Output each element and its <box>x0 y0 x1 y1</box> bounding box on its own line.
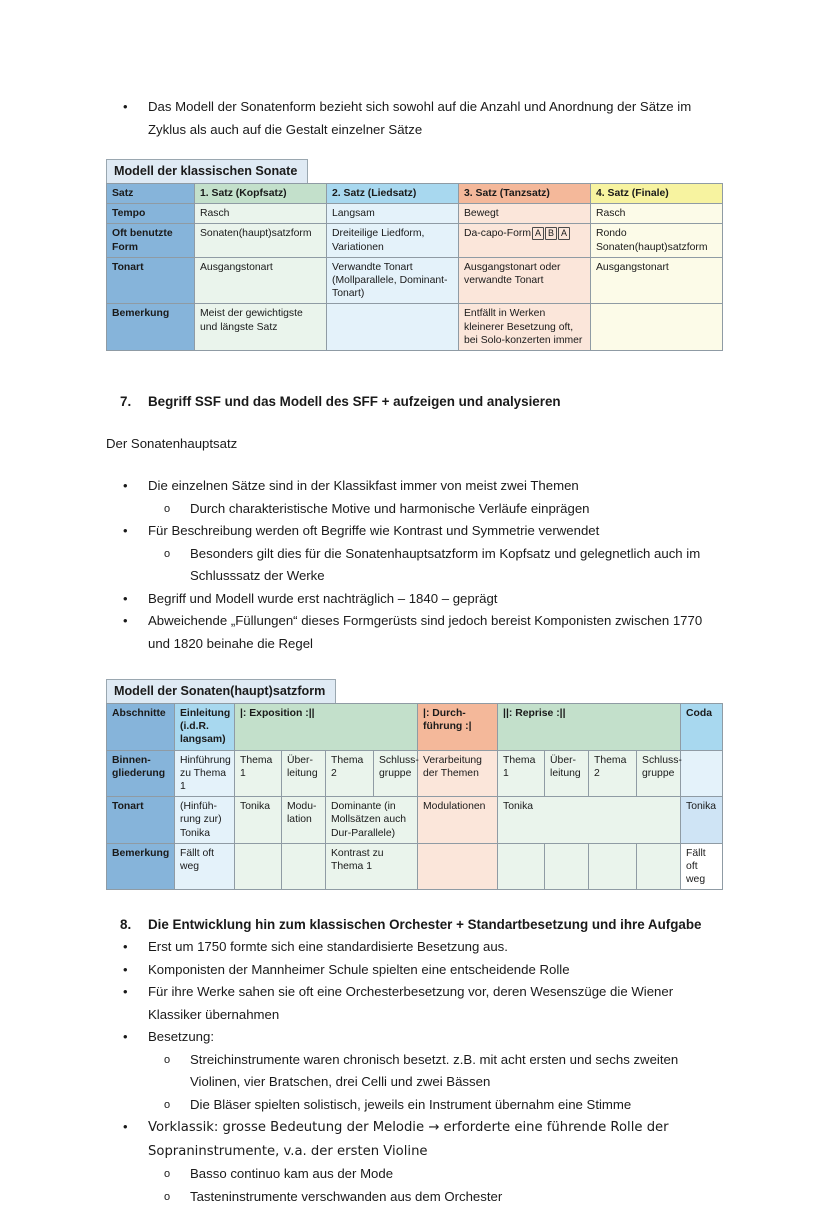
section-8-heading <box>106 914 726 936</box>
circle-bullet-icon: o <box>164 547 171 560</box>
table1-title: Modell der klassischen Sonate <box>106 159 308 183</box>
intro-bullet-text: Das Modell der Sonatenform bezieht sich sowohl auf die Anzahl und Anordnung der Sätze im Zyklus als auch auf die Gestalt einzelner Sätze <box>148 99 692 137</box>
list-item <box>106 1026 726 1049</box>
list-item-label: Die einzelnen Sätze sind in der Klassikfast immer von meist zwei Themen <box>148 478 579 494</box>
cell-tonart-2: Verwandte Tonart (Mollparallele, Dominant-Tonart) <box>327 257 459 304</box>
list-item <box>106 1186 726 1208</box>
box-letter-b: B <box>545 227 557 240</box>
section-7-title: Begriff SSF und das Modell des SFF + aufzeigen und analysieren <box>148 394 561 410</box>
row-header-form: Oft benutzte Form <box>107 224 195 257</box>
cell-form-4: Rondo Sonaten(haupt)satzform <box>591 224 723 257</box>
list-item <box>106 1049 726 1094</box>
list-item-label: Besetzung: <box>148 1029 214 1045</box>
bullet-marker-icon: • <box>123 99 128 114</box>
list-item <box>106 1094 726 1117</box>
list-item <box>106 1163 726 1186</box>
row-header-bemerkung2: Bemerkung <box>107 843 175 890</box>
list-item-label: Tasteninstrumente verschwanden aus dem Orchester <box>190 1188 503 1204</box>
cell-bem-exp-thema1 <box>235 843 282 890</box>
cell-form-3 <box>459 224 591 257</box>
list-item-label: Komponisten der Mannheimer Schule spielten eine entscheidende Rolle <box>148 961 570 977</box>
cell-tonart-coda: Tonika <box>681 797 723 844</box>
aba-boxes <box>531 227 570 240</box>
cell-form-2: Dreiteilige Liedform, Variationen <box>327 224 459 257</box>
section-7-subtitle: Der Sonatenhauptsatz <box>106 436 238 452</box>
cell-binnen-rep-thema2: Thema 2 <box>589 750 637 797</box>
list-item <box>106 588 726 611</box>
cell-tonart-1: Ausgangstonart <box>195 257 327 304</box>
cell-tonart-exp-thema1: Tonika <box>235 797 282 844</box>
cell-tonart-4: Ausgangstonart <box>591 257 723 304</box>
list-item <box>106 520 726 543</box>
list-item <box>106 498 726 521</box>
cell-bemerkung-3: Entfällt in Werken kleinerer Besetzung oft, bei Solo-konzerten immer <box>459 304 591 351</box>
cell-tempo-4: Rasch <box>591 204 723 224</box>
cell-bem-exp-kontrast: Kontrast zu Thema 1 <box>326 843 418 890</box>
cell-tonart-3: Ausgangstonart oder verwandte Tonart <box>459 257 591 304</box>
bullet-marker-icon: • <box>123 961 128 977</box>
cell-tonart-reprise: Tonika <box>498 797 681 844</box>
table1-wrapper <box>106 159 726 351</box>
list-item-label: Basso continuo kam aus der Mode <box>190 1166 394 1182</box>
cell-abschnitt-einleitung: Einleitung (i.d.R. langsam) <box>175 704 235 751</box>
bullet-marker-icon: • <box>123 1119 128 1135</box>
cell-binnen-coda <box>681 750 723 797</box>
cell-bem-rep-schlussgruppe <box>637 843 681 890</box>
bullet-marker-icon: • <box>123 590 128 606</box>
cell-form-3-label: Da-capo-Form <box>464 228 531 240</box>
cell-bem-durchfuehrung <box>418 843 498 890</box>
section-7-bullets <box>106 475 726 655</box>
spacer <box>106 890 726 914</box>
cell-binnen-exp-thema2: Thema 2 <box>326 750 374 797</box>
cell-binnen-rep-ueberleitung: Über-leitung <box>545 750 589 797</box>
table-row <box>107 797 723 844</box>
row-header-tempo: Tempo <box>107 204 195 224</box>
table-klassische-sonate <box>106 183 723 351</box>
section-7-number: 7. <box>120 394 132 410</box>
section-8-number: 8. <box>120 917 132 933</box>
cell-satz-4: 4. Satz (Finale) <box>591 184 723 204</box>
list-item-label: Begriff und Modell wurde erst nachträglich – 1840 – geprägt <box>148 590 498 606</box>
cell-binnen-exp-schlussgruppe: Schluss-gruppe <box>374 750 418 797</box>
list-item-label: Für ihre Werke sahen sie oft eine Orchesterbesetzung vor, deren Wesenszüge die Wiener Klassiker übernahmen <box>148 984 674 1022</box>
document-content <box>106 96 726 1208</box>
bullet-marker-icon: • <box>123 939 128 955</box>
table-row <box>107 750 723 797</box>
cell-bem-rep-thema1 <box>498 843 545 890</box>
list-item-label: Für Beschreibung werden oft Begriffe wie Kontrast und Symmetrie verwendet <box>148 523 600 539</box>
table-sonatenhauptsatzform <box>106 703 723 890</box>
spacer <box>106 655 726 679</box>
table-row <box>107 204 723 224</box>
cell-tonart-exp-dominante: Dominante (in Mollsätzen auch Dur-Parallele) <box>326 797 418 844</box>
table2-title: Modell der Sonaten(haupt)satzform <box>106 679 336 703</box>
cell-satz-1: 1. Satz (Kopfsatz) <box>195 184 327 204</box>
list-item-label: Erst um 1750 formte sich eine standardisierte Besetzung aus. <box>148 939 508 955</box>
box-letter-a1: A <box>532 227 544 240</box>
list-item-label: Streichinstrumente waren chronisch besetzt. z.B. mit acht ersten und sechs zweiten Violinen, vier Bratschen, drei Celli und zwei Bässen <box>190 1051 679 1090</box>
spacer <box>106 141 726 159</box>
circle-bullet-icon: o <box>164 1168 171 1181</box>
cell-binnen-exp-ueberleitung: Über-leitung <box>282 750 326 797</box>
cell-tempo-2: Langsam <box>327 204 459 224</box>
row-header-binnengliederung: Binnen-gliederung <box>107 750 175 797</box>
cell-tempo-1: Rasch <box>195 204 327 224</box>
cell-abschnitt-durchfuehrung: |: Durch-führung :| <box>418 704 498 751</box>
cell-bem-exp-ueberleitung <box>282 843 326 890</box>
cell-abschnitt-exposition: |: Exposition :|| <box>235 704 418 751</box>
cell-tonart-exp-ueberleitung: Modu-lation <box>282 797 326 844</box>
list-item <box>106 936 726 959</box>
cell-abschnitt-coda: Coda <box>681 704 723 751</box>
bullet-marker-icon: • <box>123 523 128 539</box>
spacer <box>106 455 726 475</box>
cell-binnen-exp-thema1: Thema 1 <box>235 750 282 797</box>
bullet-marker-icon: • <box>123 613 128 629</box>
list-item-label: Abweichende „Füllungen“ dieses Formgerüsts sind jedoch bereist Komponisten zwischen 1770 und 1820 beinahe die Regel <box>148 613 703 651</box>
table-row <box>107 184 723 204</box>
list-item <box>106 959 726 982</box>
cell-binnen-einleitung: Hinführung zu Thema 1 <box>175 750 235 797</box>
row-header-tonart2: Tonart <box>107 797 175 844</box>
list-item <box>106 981 726 1026</box>
section-7-heading <box>106 391 726 413</box>
spacer <box>106 413 726 433</box>
cell-tonart-einleitung: (Hinfüh-rung zur) Tonika <box>175 797 235 844</box>
cell-tempo-3: Bewegt <box>459 204 591 224</box>
cell-binnen-durchfuehrung: Verarbeitung der Themen <box>418 750 498 797</box>
list-item-label: Vorklassik: grosse Bedeutung der Melodie → erforderte eine führende Rolle der Sopraninstrumente, v.a. der ersten Violine <box>148 1120 669 1159</box>
box-letter-a2: A <box>558 227 570 240</box>
cell-binnen-rep-schlussgruppe: Schluss-gruppe <box>637 750 681 797</box>
cell-satz-2: 2. Satz (Liedsatz) <box>327 184 459 204</box>
circle-bullet-icon: o <box>164 1053 171 1066</box>
row-header-abschnitte: Abschnitte <box>107 704 175 751</box>
list-item-label: Durch charakteristische Motive und harmonische Verläufe einprägen <box>190 500 590 516</box>
bullet-marker-icon: • <box>123 1029 128 1045</box>
table-row <box>107 843 723 890</box>
cell-satz-3: 3. Satz (Tanzsatz) <box>459 184 591 204</box>
cell-bemerkung-1: Meist der gewichtigste und längste Satz <box>195 304 327 351</box>
cell-bemerkung-2 <box>327 304 459 351</box>
table-row <box>107 257 723 304</box>
table-row <box>107 224 723 257</box>
list-item-label: Besonders gilt dies für die Sonatenhauptsatzform im Kopfsatz und gelegnetlich auch im Schlusssatz der Werke <box>190 545 701 584</box>
list-item <box>106 475 726 498</box>
cell-bem-einleitung: Fällt oft weg <box>175 843 235 890</box>
intro-bullet <box>106 96 726 141</box>
bullet-marker-icon: • <box>123 984 128 1000</box>
list-item <box>106 1116 726 1163</box>
section-8-bullets <box>106 936 726 1208</box>
cell-abschnitt-reprise: ||: Reprise :|| <box>498 704 681 751</box>
list-item-label: Die Bläser spielten solistisch, jeweils ein Instrument übernahm eine Stimme <box>190 1096 632 1112</box>
cell-bem-rep-thema2 <box>589 843 637 890</box>
circle-bullet-icon: o <box>164 1190 171 1203</box>
list-item <box>106 543 726 588</box>
table-row <box>107 304 723 351</box>
cell-tonart-durchfuehrung: Modulationen <box>418 797 498 844</box>
row-header-satz: Satz <box>107 184 195 204</box>
cell-form-1: Sonaten(haupt)satzform <box>195 224 327 257</box>
cell-binnen-rep-thema1: Thema 1 <box>498 750 545 797</box>
list-item <box>106 610 726 655</box>
section-8-title: Die Entwicklung hin zum klassischen Orchester + Standartbesetzung und ihre Aufgabe <box>148 917 702 933</box>
table-row <box>107 704 723 751</box>
cell-bem-rep-ueberleitung <box>545 843 589 890</box>
table2-wrapper <box>106 679 726 890</box>
row-header-tonart: Tonart <box>107 257 195 304</box>
spacer <box>106 351 726 391</box>
cell-bem-coda: Fällt oft weg <box>681 843 723 890</box>
row-header-bemerkung: Bemerkung <box>107 304 195 351</box>
circle-bullet-icon: o <box>164 1098 171 1111</box>
circle-bullet-icon: o <box>164 502 171 515</box>
cell-bemerkung-4 <box>591 304 723 351</box>
bullet-marker-icon: • <box>123 478 128 494</box>
